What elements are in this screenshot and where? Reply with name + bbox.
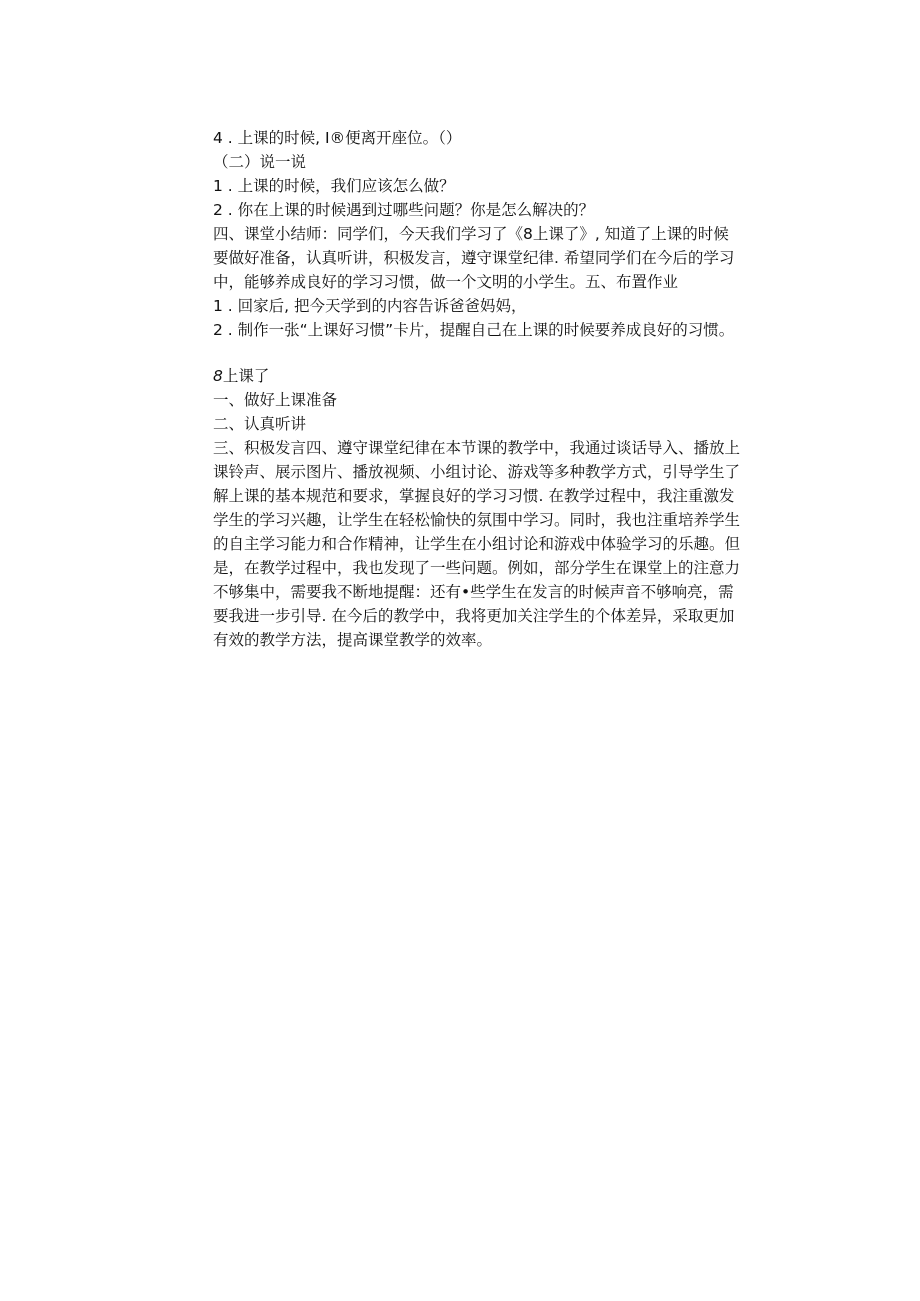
reflection-line-4: 学生的学习兴趣，让学生在轻松愉快的氛围中学习。同时，我也注重培养学生 [213, 511, 741, 529]
reflection-line-8: 要我进一步引导. 在今后的教学中，我将更加关注学生的个体差异，采取更加 [213, 607, 735, 625]
reflection-line-6: 是，在教学过程中，我也发现了一些问题。例如，部分学生在课堂上的注意力 [213, 559, 741, 577]
homework-item-2: 2 . 制作一张“上课好习惯”卡片，提醒自己在上课的时候要养成良好的习惯。 [213, 321, 735, 339]
homework-item-1: 1 . 回家后, 把今天学到的内容告诉爸爸妈妈， [213, 297, 527, 315]
board-title [213, 364, 793, 388]
speak-item-2: 2 . 你在上课的时候遇到过哪些问题？你是怎么解决的？ [213, 201, 595, 219]
reflection-line-7: 不够集中，需要我不断地提醒：还有•些学生在发言的时候声音不够响亮，需 [213, 583, 734, 601]
reflection-line-1: 三、积极发言四、遵守课堂纪律在本节课的教学中，我通过谈话导入、播放上 [213, 439, 741, 457]
reflection-line-5: 的自主学习能力和合作精神，让学生在小组讨论和游戏中体验学习的乐趣。但 [213, 535, 741, 553]
board-title-number: 8 [213, 367, 223, 385]
reflection-line-9: 有效的教学方法，提高课堂教学的效率。 [213, 631, 493, 649]
summary-line-1: 四、课堂小结师：同学们，今天我们学习了《8上课了》, 知道了上课的时候 [213, 225, 729, 243]
board-item-1: 一、做好上课准备 [213, 391, 338, 409]
reflection-line-2: 课铃声、展示图片、播放视频、小组讨论、游戏等多种教学方式，引导学生了 [213, 463, 741, 481]
document-page [213, 126, 793, 652]
reflection-line-3: 解上课的基本规范和要求，掌握良好的学习习惯. 在教学过程中，我注重激发 [213, 487, 735, 505]
board-item-2: 二、认真听讲 [213, 415, 307, 433]
speak-heading: （二）说一说 [213, 153, 307, 171]
summary-line-3: 中，能够养成良好的学习习惯，做一个文明的小学生。五、布置作业 [213, 273, 679, 291]
board-title-text: 上课了 [222, 367, 270, 385]
question-4: 4 . 上课的时候, I®便离开座位。（） [213, 129, 462, 147]
speak-item-1: 1 . 上课的时候，我们应该怎么做？ [213, 177, 455, 195]
summary-line-2: 要做好准备，认真听讲，积极发言，遵守课堂纪律. 希望同学们在今后的学习 [213, 249, 735, 267]
section-gap [213, 342, 793, 364]
